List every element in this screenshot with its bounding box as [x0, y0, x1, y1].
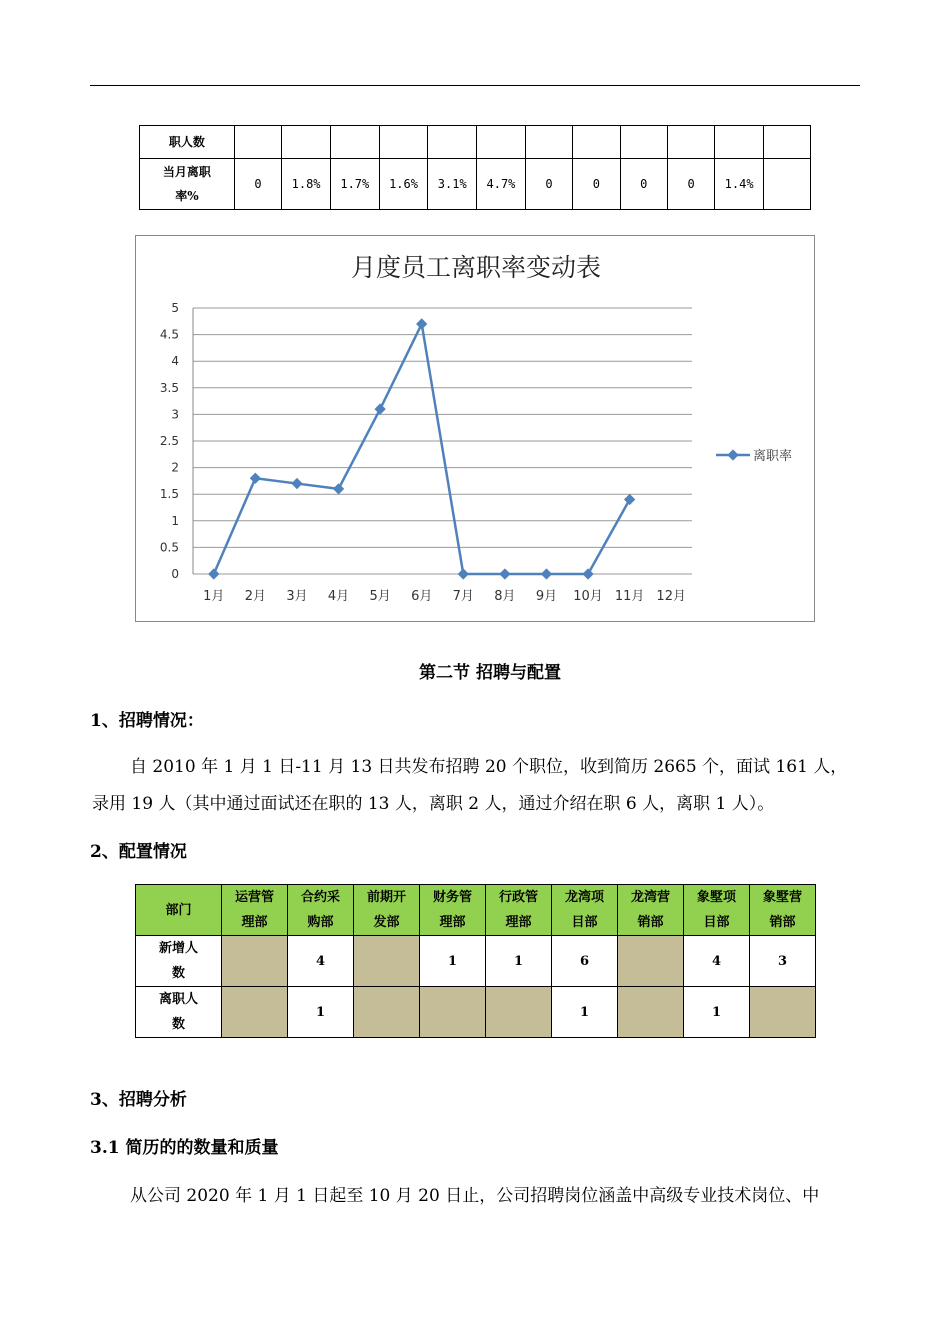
heading-analysis: 3、招聘分析	[90, 1090, 187, 1110]
count-cell	[222, 987, 288, 1038]
count-cell: 6	[552, 936, 618, 987]
data-point	[458, 568, 469, 579]
x-tick-label: 9月	[535, 589, 558, 604]
department-header: 龙湾营销部	[618, 885, 684, 936]
rate-cell: 1.6%	[379, 159, 428, 210]
count-cell: 3	[750, 936, 816, 987]
data-point	[333, 483, 344, 494]
y-tick-label: 2.5	[159, 434, 179, 448]
y-tick-label: 3.5	[159, 380, 179, 395]
department-header: 象墅项目部	[684, 885, 750, 936]
rate-cell: 1.8%	[282, 159, 331, 210]
count-cell	[486, 987, 552, 1038]
count-cell: 1	[486, 936, 552, 987]
data-point	[499, 568, 510, 579]
count-cell: 1	[552, 987, 618, 1038]
heading-recruitment: 1、招聘情况：	[90, 711, 204, 731]
y-tick-label: 3	[171, 407, 179, 422]
row-label: 职人数	[140, 126, 235, 159]
paragraph: 自 2010 年 1 月 1 日-11 月 13 日共发布招聘 20 个职位，收到简历 2665 个，面试 161 人，	[130, 757, 848, 777]
count-cell: 1	[684, 987, 750, 1038]
department-header: 龙湾项目部	[552, 885, 618, 936]
y-tick-label: 0.5	[159, 540, 179, 555]
y-tick-label: 5	[171, 301, 179, 315]
department-header: 合约采购部	[288, 885, 354, 936]
rate-cell: 0	[234, 159, 281, 210]
turnover-table	[139, 125, 811, 210]
x-tick-label: 10月	[573, 589, 603, 604]
rate-cell: 1.4%	[715, 159, 764, 210]
count-cell: 4	[288, 936, 354, 987]
data-point	[582, 568, 593, 579]
count-cell: 4	[684, 936, 750, 987]
x-tick-label: 6月	[411, 589, 433, 604]
chart-title: 月度员工离职率变动表	[350, 253, 602, 282]
data-point	[250, 473, 261, 484]
x-tick-label: 11月	[614, 589, 645, 604]
rate-cell: 4.7%	[477, 159, 526, 210]
x-tick-label: 2月	[244, 589, 267, 604]
x-tick-label: 4月	[327, 589, 350, 604]
heading-allocation: 2、配置情况	[90, 842, 187, 862]
department-header: 行政管理部	[486, 885, 552, 936]
row-label: 新增人数	[136, 936, 222, 987]
y-tick-label: 4	[171, 354, 179, 369]
heading-resume: 3.1 简历的的数量和质量	[90, 1138, 279, 1158]
allocation-table	[135, 884, 816, 1038]
y-tick-label: 1	[171, 513, 179, 528]
data-point	[374, 403, 385, 414]
count-cell	[750, 987, 816, 1038]
y-tick-label: 0	[171, 567, 179, 581]
x-tick-label: 7月	[452, 589, 474, 604]
count-cell: 1	[288, 987, 354, 1038]
count-cell	[354, 936, 420, 987]
row-label: 当月离职率%	[140, 159, 235, 210]
rate-cell: 0	[667, 159, 714, 210]
legend-label: 离职率	[753, 449, 793, 464]
count-cell	[618, 987, 684, 1038]
data-point	[208, 568, 219, 579]
department-header: 财务管理部	[420, 885, 486, 936]
data-point	[291, 478, 302, 489]
paragraph: 录用 19 人（其中通过面试还在职的 13 人，离职 2 人，通过介绍在职 6 人，离职 1 人）。	[92, 794, 775, 814]
data-point	[541, 568, 552, 579]
x-tick-label: 1月	[203, 589, 225, 604]
rate-cell: 1.7%	[330, 159, 379, 210]
department-header: 象墅营销部	[750, 885, 816, 936]
x-tick-label: 12月	[656, 589, 686, 604]
corner-cell: 部门	[136, 885, 222, 936]
x-tick-label: 3月	[286, 589, 308, 604]
legend-marker	[727, 449, 738, 460]
x-tick-label: 8月	[494, 589, 516, 604]
header-rule	[90, 85, 860, 86]
rate-cell	[763, 159, 810, 210]
department-header: 运营管理部	[222, 885, 288, 936]
x-tick-label: 5月	[369, 589, 391, 604]
y-tick-label: 1.5	[159, 487, 179, 502]
department-header: 前期开发部	[354, 885, 420, 936]
count-cell	[354, 987, 420, 1038]
rate-cell: 0	[573, 159, 620, 210]
data-point	[416, 318, 427, 329]
count-cell: 1	[420, 936, 486, 987]
paragraph: 从公司 2020 年 1 月 1 日起至 10 月 20 日止，公司招聘岗位涵盖中高级专业技术岗位、中	[130, 1186, 820, 1206]
row-label: 离职人数	[136, 987, 222, 1038]
data-point	[624, 494, 635, 505]
chart-svg	[136, 236, 814, 621]
rate-cell: 0	[525, 159, 572, 210]
y-tick-label: 2	[171, 460, 179, 475]
section-title: 第二节 招聘与配置	[419, 663, 561, 683]
count-cell	[222, 936, 288, 987]
rate-cell: 3.1%	[428, 159, 477, 210]
rate-cell: 0	[620, 159, 667, 210]
turnover-chart	[135, 235, 815, 622]
y-tick-label: 4.5	[159, 327, 179, 342]
count-cell	[420, 987, 486, 1038]
count-cell	[618, 936, 684, 987]
